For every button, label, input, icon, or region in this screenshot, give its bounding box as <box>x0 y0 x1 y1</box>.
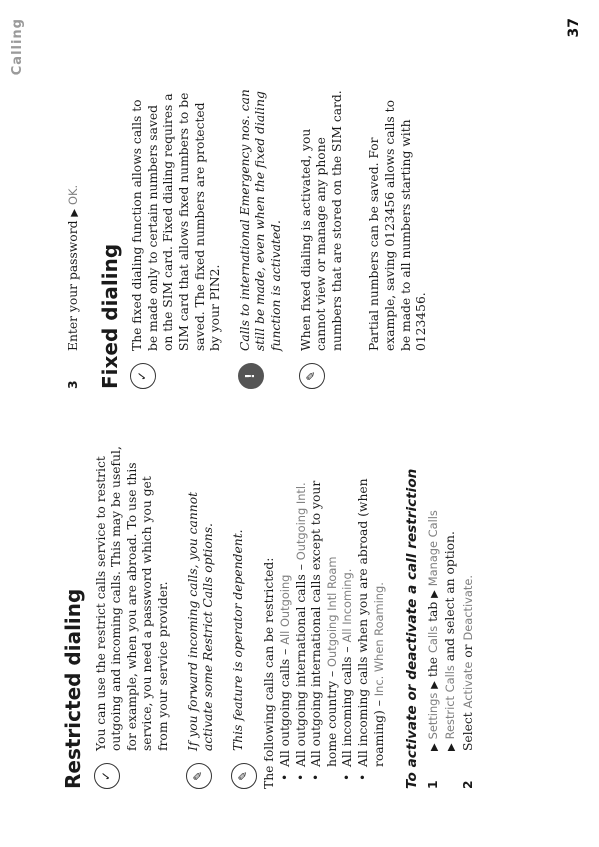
note-icon: ✎ <box>186 763 212 789</box>
step-number: 2 <box>461 780 476 789</box>
option-label: Outgoing Intl. <box>293 482 308 561</box>
forward-note: If you forward incoming calls, you cannot activate some Restrict Calls options. <box>185 491 216 751</box>
item-text: All incoming calls – <box>340 642 355 767</box>
restricted-intro-block <box>94 443 172 789</box>
tip-icon: ✓ <box>130 363 156 389</box>
menu-restrict-calls: Restrict Calls <box>442 665 457 740</box>
option-ok: OK. <box>66 184 80 205</box>
operator-icon: ✎ <box>231 763 257 789</box>
item-text: All outgoing international calls except to your home country – <box>309 480 339 767</box>
arrow-right-icon: ▶ <box>429 681 441 689</box>
fixed-dialing-title: Fixed dialing <box>97 243 122 389</box>
option-label: All Outgoing <box>277 574 292 645</box>
menu-manage-calls: Manage Calls <box>426 510 441 587</box>
step-1 <box>426 443 459 789</box>
item-text: All outgoing international calls – <box>293 560 308 767</box>
howto-title: To activate or deactivate a call restriction <box>404 468 421 789</box>
list-item <box>309 443 340 777</box>
option-label: Outgoing Intl Roam <box>324 556 339 667</box>
step-text: Enter your password <box>66 220 80 351</box>
note-icon: ✎ <box>299 363 325 389</box>
partial-block <box>367 89 429 389</box>
restrictable-list <box>278 443 387 789</box>
option-deactivate: Deactivate. <box>461 575 476 641</box>
restricted-intro: You can use the restrict calls service to restrict outgoing and incoming calls. This may be useful, for example, when you are abroad. To use this service, you need a password which you get from your service provider. <box>93 446 170 751</box>
left-column <box>61 443 479 789</box>
item-text: All outgoing calls – <box>277 644 292 767</box>
option-label: Inc. When Roaming. <box>371 582 386 697</box>
important-icon: ! <box>238 363 264 389</box>
operator-note-block <box>230 443 250 789</box>
arrow-right-icon: ▶ <box>69 208 80 217</box>
step-2 <box>461 443 477 789</box>
fixed-intro: The fixed dialing function allows calls to be made only to certain numbers saved on the SIM card. Fixed dialing requires a SIM card that allows fixed numbers to be saved. The fixed numbers are protected by your PIN2. <box>130 92 223 351</box>
view-note-block <box>299 89 346 389</box>
step-text: Select <box>461 712 476 751</box>
step-text: the <box>426 656 441 678</box>
step-text: tab <box>426 601 441 622</box>
operator-note: This feature is operator dependent. <box>230 529 245 751</box>
option-label: All Incoming. <box>340 568 355 643</box>
forward-note-block <box>186 443 217 789</box>
section-header: Calling <box>10 18 25 76</box>
list-item <box>294 443 310 777</box>
emergency-note: Calls to international Emergency nos. can still be made, even when the fixed dialing function is activated. <box>237 89 283 351</box>
right-column <box>66 89 444 389</box>
page-number: 37 <box>566 18 582 38</box>
list-item <box>356 443 387 777</box>
list-item <box>340 443 356 777</box>
menu-calls-tab: Calls <box>426 625 441 654</box>
item-text: All incoming calls when you are abroad (when roaming) – <box>355 478 386 767</box>
menu-settings: Settings <box>426 692 441 740</box>
emergency-note-block <box>238 89 285 389</box>
tip-icon: ✓ <box>94 763 120 789</box>
step-number: 1 <box>426 780 441 789</box>
restrictable-list-intro: The following calls can be restricted: <box>262 557 277 789</box>
fixed-intro-block <box>130 89 224 389</box>
restricted-dialing-title: Restricted dialing <box>61 588 85 789</box>
option-activate: Activate <box>461 661 476 709</box>
arrow-right-icon: ▶ <box>445 743 457 751</box>
step-number: 3 <box>66 380 80 389</box>
step-text: and select an option. <box>442 531 457 662</box>
fixed-view-para: When fixed dialing is activated, you cannot view or manage any phone numbers that are stored on the SIM card. <box>298 90 344 351</box>
arrow-right-icon: ▶ <box>429 590 441 598</box>
restrictable-calls-section <box>262 443 387 789</box>
fixed-partial-para: Partial numbers can be saved. For example, saving 0123456 allows calls to be made to all numbers starting with 0123456. <box>367 100 429 351</box>
arrow-right-icon: ▶ <box>429 743 441 751</box>
list-item <box>278 443 294 777</box>
step-3 <box>66 89 83 389</box>
step-text: or <box>461 644 476 658</box>
